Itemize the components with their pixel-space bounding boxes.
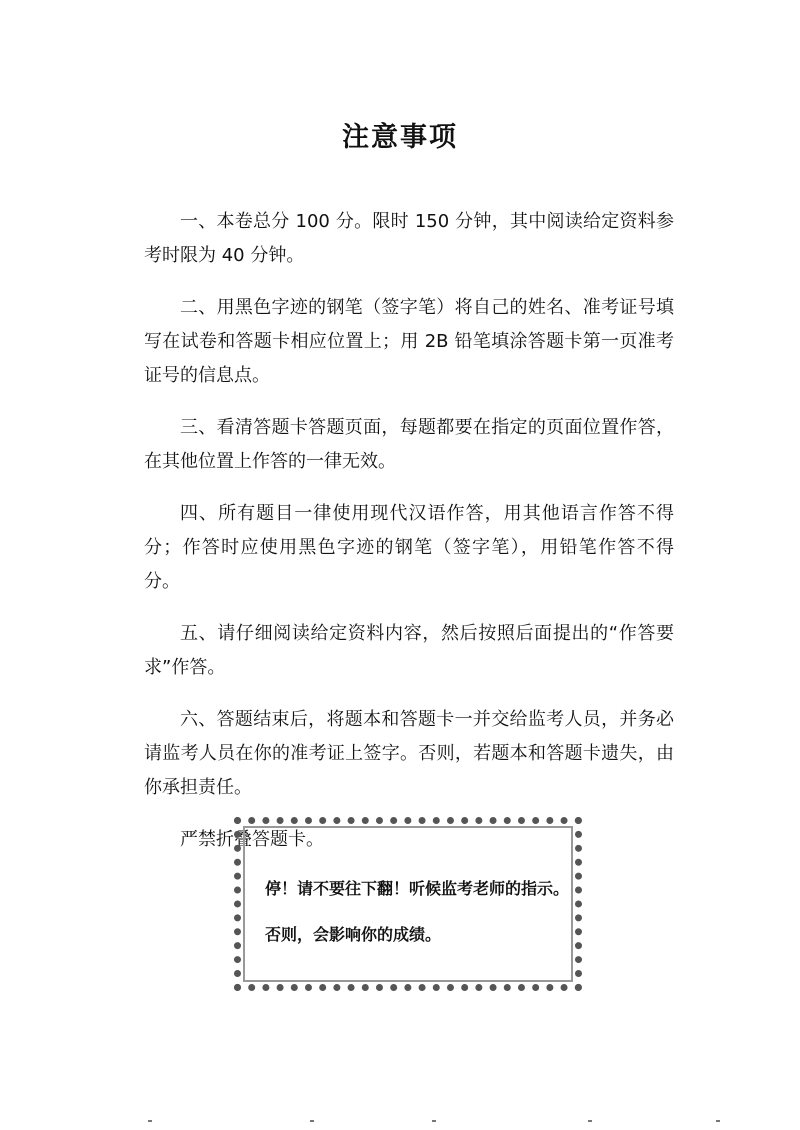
- scan-artifact-dots: [0, 1118, 800, 1130]
- scan-dot: [588, 1120, 592, 1122]
- note-1: 一、本卷总分 100 分。限时 150 分钟，其中阅读给定资料参考时限为 40 分钟。: [144, 211, 674, 266]
- note-6: 六、答题结束后，将题本和答题卡一并交给监考人员，并务必请监考人员在你的准考证上签字。否则，若题本和答题卡遗失，由你承担责任。: [144, 709, 674, 798]
- notes-list: [144, 205, 674, 857]
- scan-dot: [148, 1120, 152, 1122]
- note-5: 五、请仔细阅读给定资料内容，然后按照后面提出的“作答要求”作答。: [144, 623, 674, 678]
- warning-line-2: 否则，会影响你的成绩。: [265, 925, 442, 944]
- scan-dot: [716, 1120, 720, 1122]
- scan-dot: [310, 1120, 314, 1122]
- note-4: 四、所有题目一律使用现代汉语作答，用其他语言作答不得分；作答时应使用黑色字迹的钢笔（签字笔），用铅笔作答不得分。: [144, 503, 674, 592]
- note-no-folding: 严禁折叠答题卡。: [180, 829, 324, 850]
- page-title: 注意事项: [342, 122, 458, 153]
- warning-text: [265, 878, 575, 970]
- warning-line-1: 停！请不要往下翻！听候监考老师的指示。: [265, 879, 570, 898]
- scan-dot: [432, 1120, 436, 1122]
- stop-warning-box: [234, 817, 582, 991]
- note-2: 二、用黑色字迹的钢笔（签字笔）将自己的姓名、准考证号填写在试卷和答题卡相应位置上；用 2B 铅笔填涂答题卡第一页准考证号的信息点。: [144, 297, 674, 386]
- note-3: 三、看清答题卡答题页面，每题都要在指定的页面位置作答，在其他位置上作答的一律无效。: [144, 417, 674, 472]
